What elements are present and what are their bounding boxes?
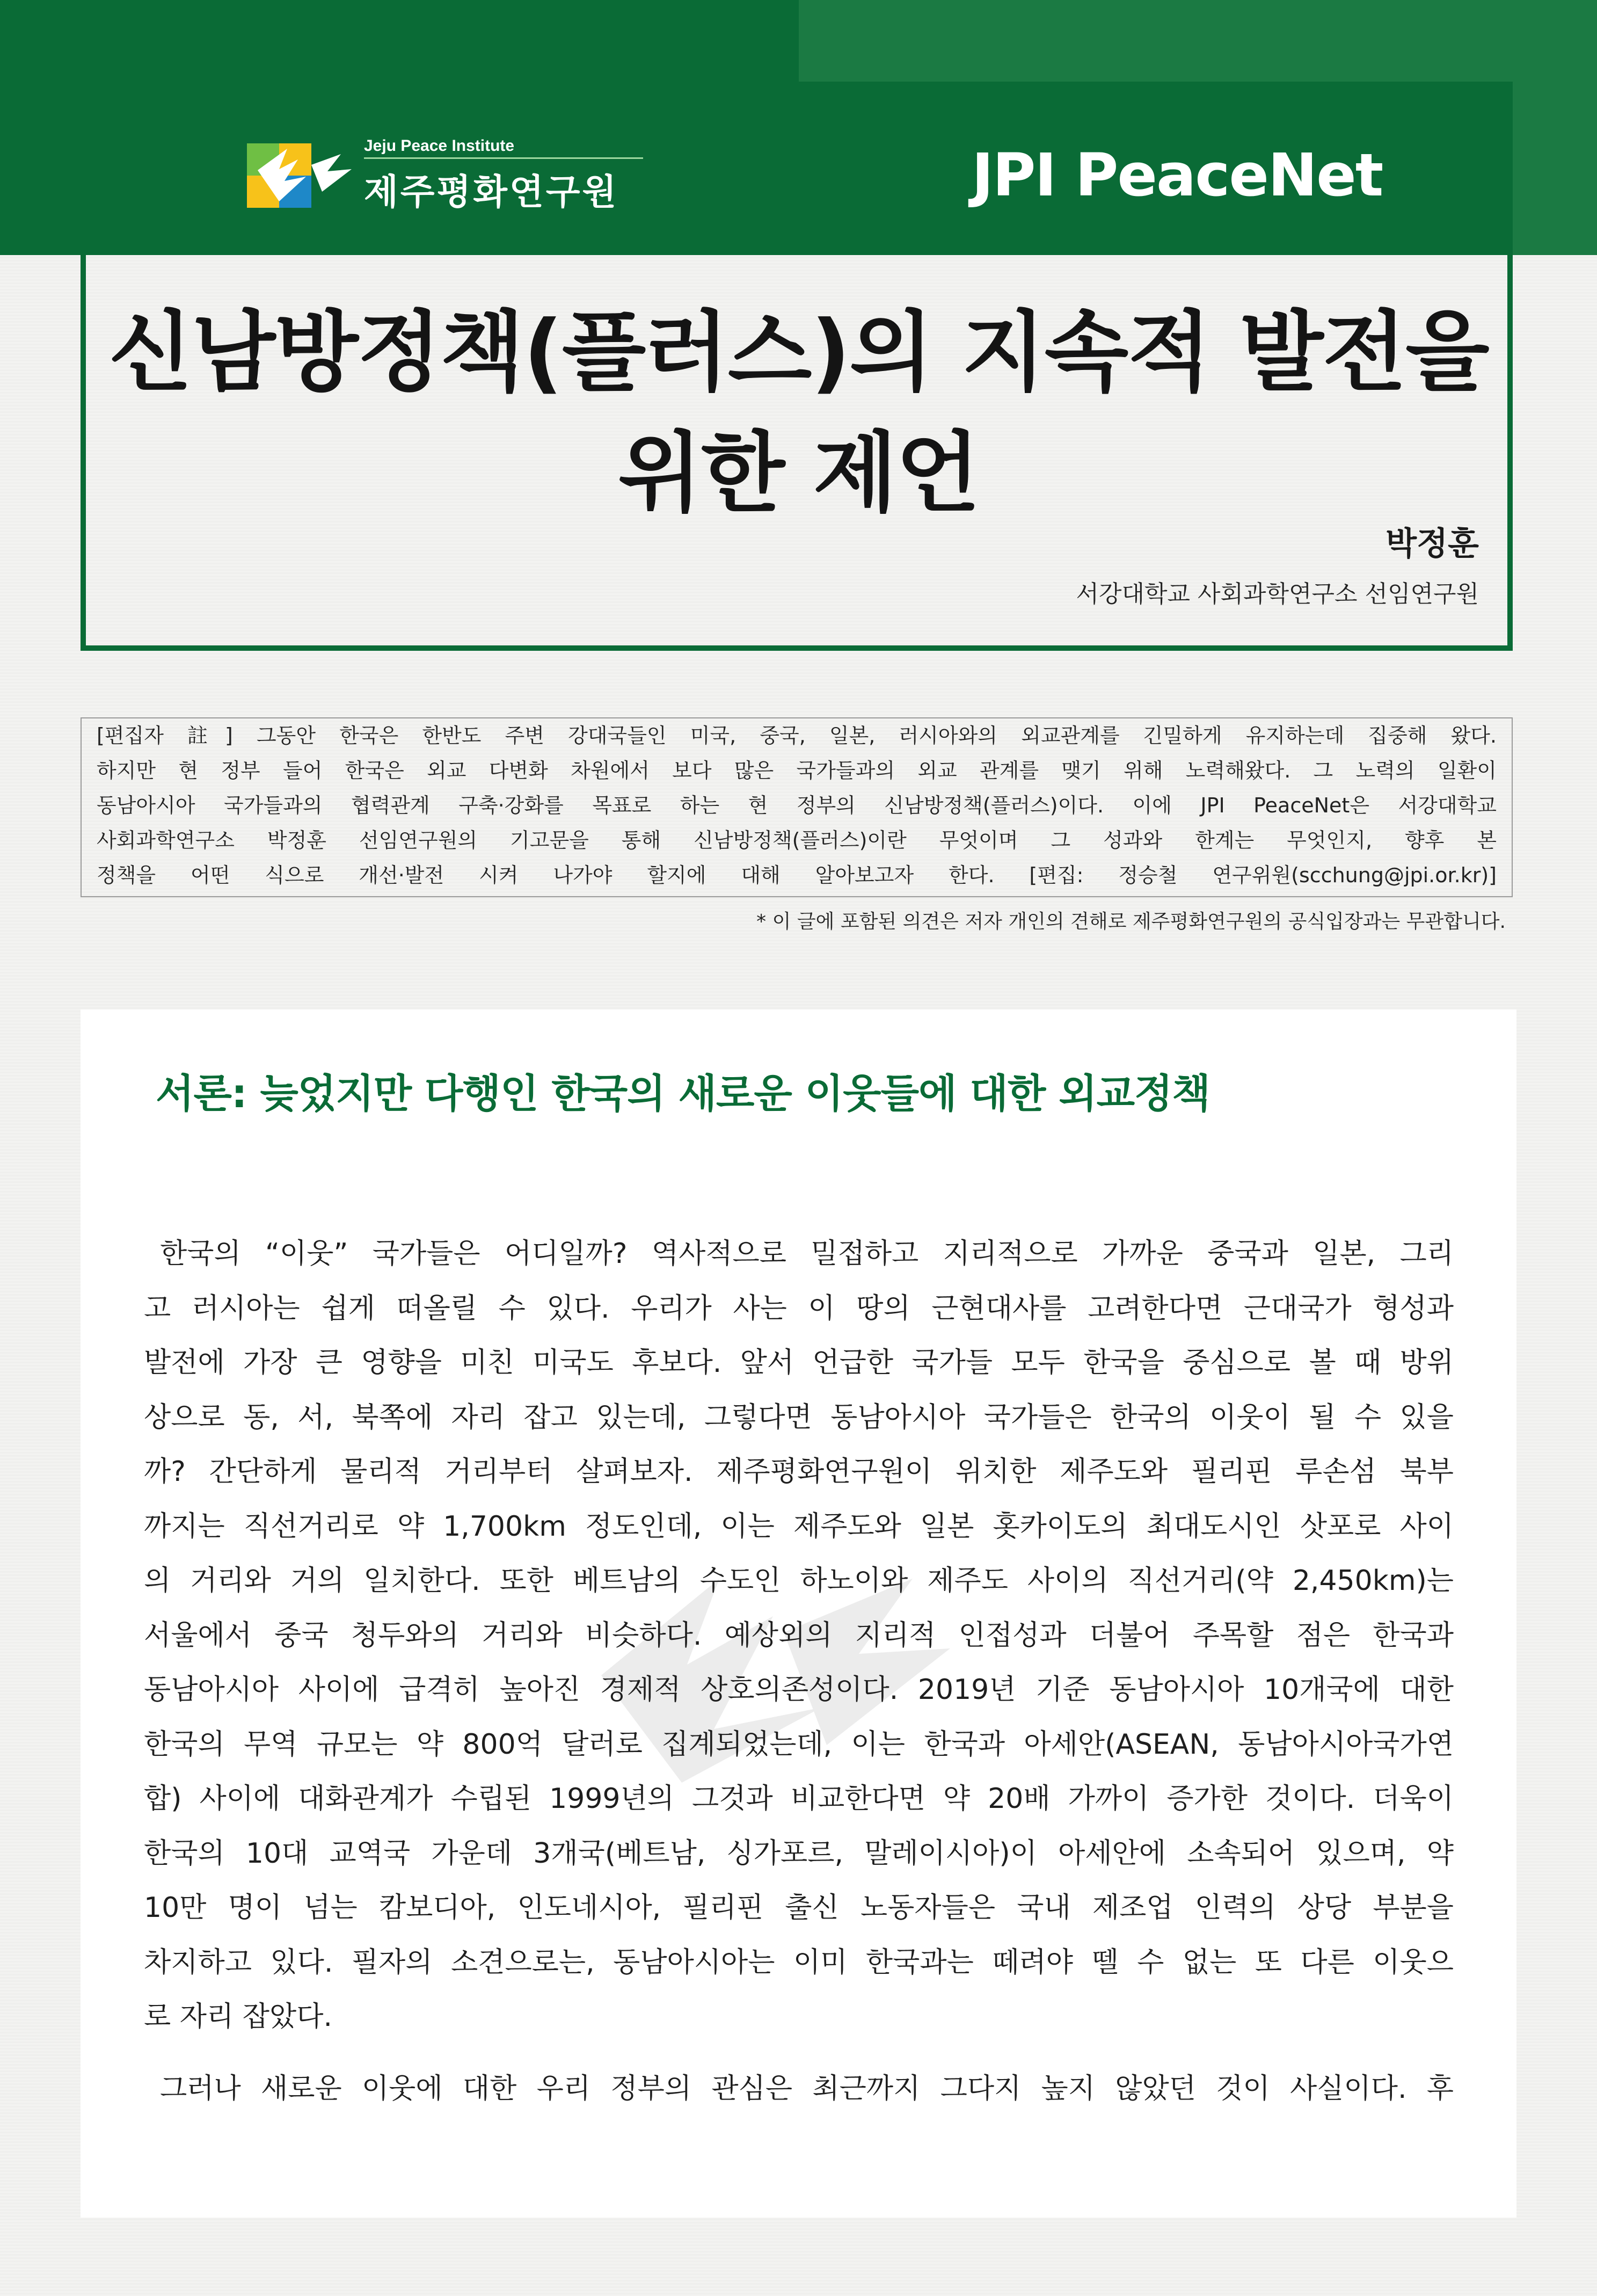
jeju-bird-logo-icon [247,138,354,213]
paragraph-line: 로 자리 잡았다. [144,2001,332,2033]
editor-note [81,717,1513,897]
paragraph-line: 동남아시아 사이에 급격히 높아진 경제적 상호의존성이다. 2019년 기준 동남아시아 10개국에 대한 [144,1674,1454,1706]
paragraph-line: 의 거리와 거의 일치한다. 또한 베트남의 수도인 하노이와 제주도 사이의 직선거리(약 2,450km)는 [144,1565,1454,1597]
paragraph-line: 까? 간단하게 물리적 거리부터 살펴보자. 제주평화연구원이 위치한 제주도와 필리핀 루손섬 북부 [144,1456,1454,1488]
editor-note-line: 동남아시아 국가들과의 협력관계 구축·강화를 목표로 하는 현 정부의 신남방정책(플러스)이다. 이에 JPI PeaceNet은 서강대학교 [97,794,1497,817]
editor-note-line: 하지만 현 정부 들어 한국은 외교 다변화 차원에서 보다 많은 국가들과의 외교 관계를 맺기 위해 노력해왔다. 그 노력의 일환이 [97,759,1497,782]
paragraph-line: 까지는 직선거리로 약 1,700km 정도인데, 이는 제주도와 일본 홋카이도의 최대도시인 삿포로 사이 [144,1510,1454,1543]
section-heading: 서론: 늦었지만 다행인 한국의 새로운 이웃들에 대한 외교정책 [156,1071,1210,1117]
editor-note-line: 정책을 어떤 식으로 개선·발전 시켜 나가야 할지에 대해 알아보고자 한다. [편집: 정승철 연구위원(scchung@jpi.or.kr)] [97,863,1497,887]
editor-note-line: [편집자 註] 그동안 한국은 한반도 주변 강대국들인 미국, 중국, 일본, 러시아와의 외교관계를 긴밀하게 유지하는데 집중해 왔다. [97,724,1497,747]
title-line-2: 위한 제언 [618,423,979,524]
paragraph-line: 발전에 가장 큰 영향을 미친 미국도 후보다. 앞서 언급한 국가들 모두 한국을 중심으로 볼 때 방위 [144,1347,1454,1379]
paragraph-1 [144,1227,1454,2045]
paragraph-2 [144,2062,1454,2116]
paragraph-line: 서울에서 중국 청두와의 거리와 비슷하다. 예상외의 지리적 인접성과 더불어 주목할 점은 한국과 [144,1619,1454,1652]
institute-name-ko: 제주평화연구원 [364,171,619,213]
jeju-peace-institute-logo[interactable] [247,137,643,214]
disclaimer: * 이 글에 포함된 의견은 저자 개인의 견해로 제주평화연구원의 공식입장과는 무관합니다. [756,911,1506,933]
paragraph-line: 합) 사이에 대화관계가 수립된 1999년의 그것과 비교한다면 약 20배 가까이 증가한 것이다. 더욱이 [144,1783,1454,1815]
editor-note-line: 사회과학연구소 박정훈 선임연구원의 기고문을 통해 신남방정책(플러스)이란 무엇이며 그 성과와 한계는 무엇인지, 향후 본 [97,829,1497,852]
author-affiliation: 서강대학교 사회과학연구소 선임연구원 [1076,580,1479,608]
paragraph-line: 한국의 10대 교역국 가운데 3개국(베트남, 싱가포르, 말레이시아)이 아세안에 소속되어 있으며, 약 [144,1837,1454,1870]
paragraph-line: 고 러시아는 쉽게 떠올릴 수 있다. 우리가 사는 이 땅의 근현대사를 고려한다면 근대국가 형성과 [144,1292,1454,1325]
title-line-1: 신남방정책(플러스)의 지속적 발전을 [108,302,1489,403]
paragraph-line: 10만 명이 넘는 캄보디아, 인도네시아, 필리핀 출신 노동자들은 국내 제조업 인력의 상당 부분을 [144,1892,1454,1924]
institute-name-en: Jeju Peace Institute [364,137,643,159]
paragraph-line: 그러나 새로운 이웃에 대한 우리 정부의 관심은 최근까지 그다지 높지 않았던 것이 사실이다. 후 [160,2073,1454,2105]
paragraph-line: 한국의 무역 규모는 약 800억 달러로 집계되었는데, 이는 한국과 아세안(ASEAN, 동남아시아국가연 [144,1728,1454,1761]
jpi-peacenet-logo[interactable]: JPI PeaceNet [972,141,1383,209]
paragraph-line: 상으로 동, 서, 북쪽에 자리 잡고 있는데, 그렇다면 동남아시아 국가들은 한국의 이웃이 될 수 있을 [144,1401,1454,1434]
author-name: 박정훈 [1385,525,1479,563]
paragraph-line: 차지하고 있다. 필자의 소견으로는, 동남아시아는 이미 한국과는 떼려야 뗄 수 없는 또 다른 이웃으 [144,1946,1454,1979]
page-title [107,293,1490,534]
paragraph-line: 한국의 “이웃” 국가들은 어디일까? 역사적으로 밀접하고 지리적으로 가까운 중국과 일본, 그리 [160,1238,1454,1270]
